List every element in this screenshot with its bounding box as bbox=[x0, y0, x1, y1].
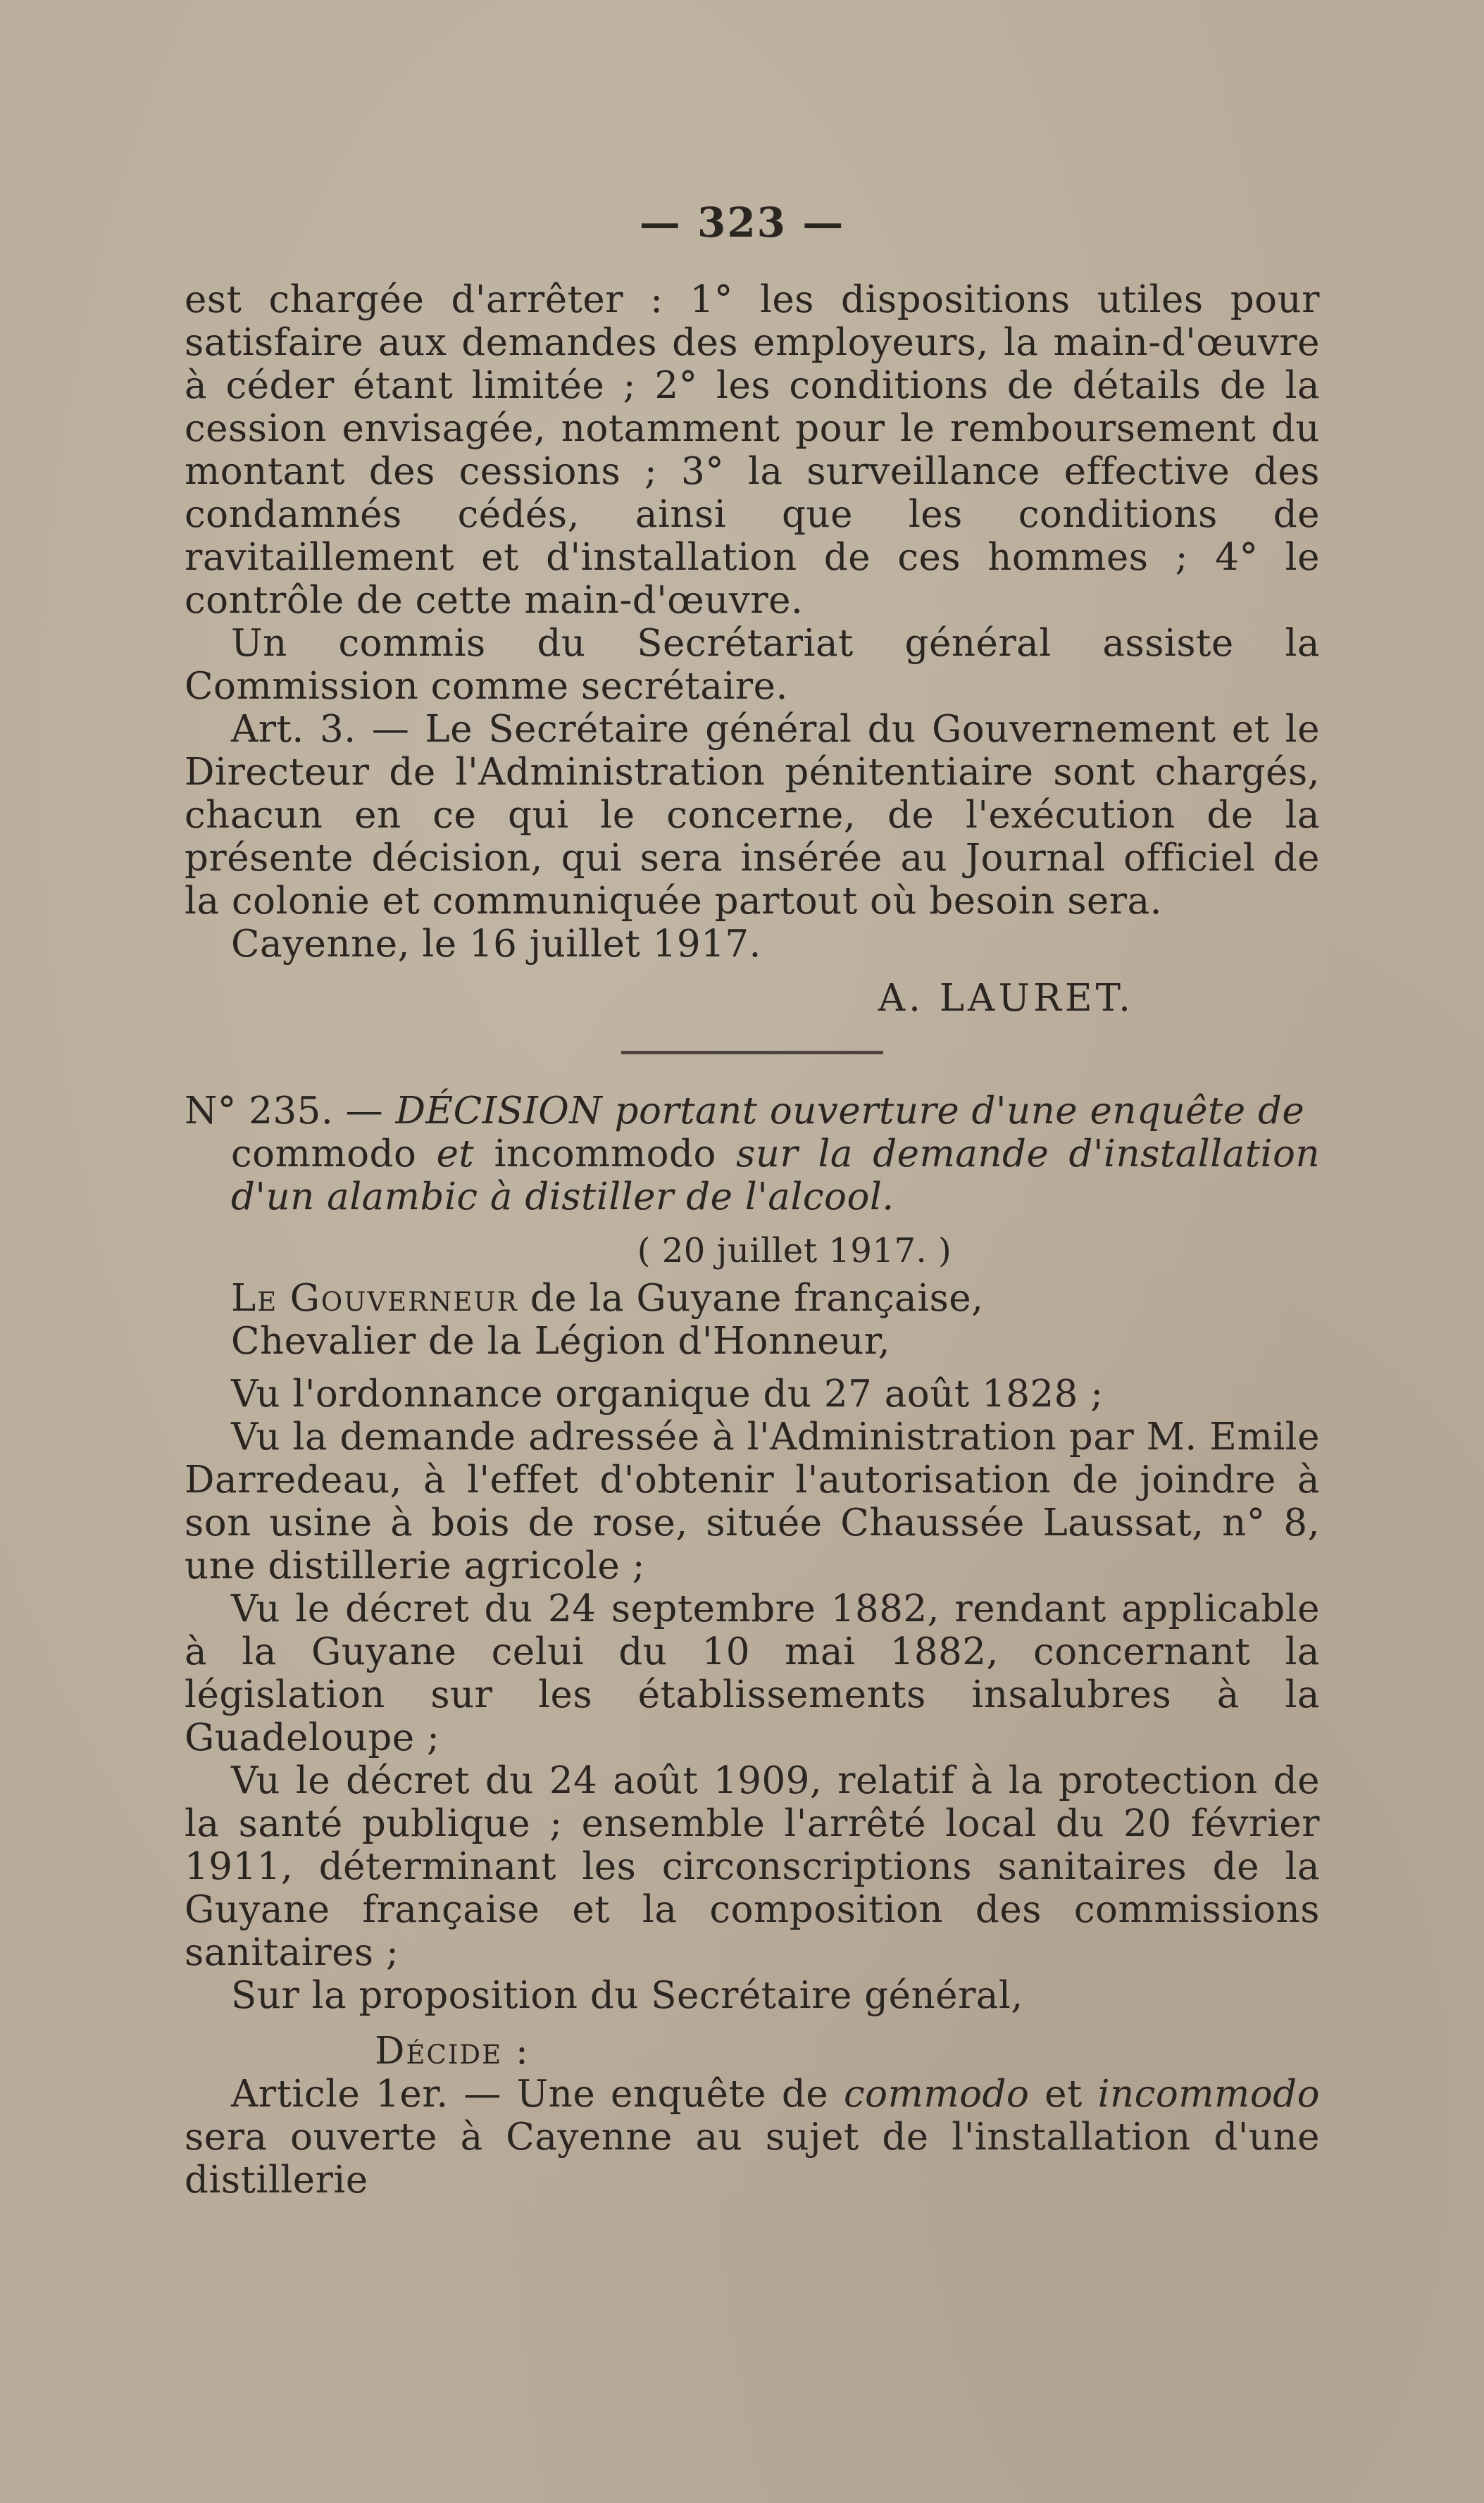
vu-demande: Vu la demande adressée à l'Administration par M. Emile Darredeau, à l'effet d'obtenir l'autorisation de joindre à son usine à bois de rose, située Chaussée Laussat, n° 8, une distillerie agricole ; bbox=[185, 1416, 1320, 1587]
decision-title: DÉCISION portant ouverture d'une enquête de bbox=[395, 1090, 1305, 1132]
vu-ordonnance: Vu l'ordonnance organique du 27 août 1828 ; bbox=[231, 1373, 1104, 1416]
section-divider bbox=[621, 1051, 883, 1054]
decision-number: N° 235. — bbox=[185, 1090, 384, 1132]
article-1-prefix: Article 1er. — Une enquête de bbox=[231, 2073, 844, 2116]
article-1-commodo: commodo bbox=[844, 2073, 1030, 2116]
governor-title: Gouverneur bbox=[289, 1277, 518, 1320]
decision-title-commodo: commodo bbox=[231, 1132, 417, 1175]
article-1-incommodo: incommodo bbox=[1097, 2073, 1321, 2116]
governor-suffix: de la Guyane française, bbox=[518, 1277, 984, 1320]
decision-title-continued bbox=[185, 1132, 1320, 1218]
vu-decret-1909: Vu le décret du 24 août 1909, relatif à la protection de la santé publique ; ensemble l'arrêté local du 20 février 1911, déterminant les circonscriptions sanitaires de la Guyane française et la composition des commissions sanitaires ; bbox=[185, 1759, 1320, 1974]
page-number: — 323 — bbox=[639, 199, 845, 246]
governor-prefix: Le bbox=[231, 1277, 278, 1320]
signature: A. LAURET. bbox=[878, 977, 1134, 1020]
article-1-et: et bbox=[1029, 2073, 1098, 2116]
spacer bbox=[185, 1363, 1320, 1373]
article-1-rest: sera ouverte à Cayenne au sujet de l'installation d'une distillerie bbox=[185, 2116, 1320, 2202]
sur-proposition: Sur la proposition du Secrétaire général, bbox=[231, 1974, 1023, 2017]
decision-title-incommodo: incommodo bbox=[494, 1132, 716, 1175]
decision-date: ( 20 juillet 1917. ) bbox=[637, 1231, 952, 1271]
decision-title-rest: sur la demande d'installation d'un alambic à distiller de l'alcool. bbox=[231, 1132, 1320, 1218]
governor-line bbox=[185, 1277, 1320, 1320]
decision-heading bbox=[185, 1090, 1320, 1218]
place-date: Cayenne, le 16 juillet 1917. bbox=[231, 923, 761, 966]
page-body bbox=[185, 278, 1320, 2202]
chevalier-line: Chevalier de la Légion d'Honneur, bbox=[231, 1320, 891, 1363]
continuation-paragraph-2: Un commis du Secrétariat général assiste la Commission comme secrétaire. bbox=[185, 622, 1320, 708]
decision-title-et: et bbox=[416, 1132, 494, 1175]
continuation-paragraph-1: est chargée d'arrêter : 1° les dispositions utiles pour satisfaire aux demandes des employeurs, la main-d'œuvre à céder étant limitée ; 2° les conditions de détails de la cession envisagée, notamment pour le remboursement du montant des cessions ; 3° la surveillance effective des condamnés cédés, ainsi que les conditions de ravitaillement et d'installation de ces hommes ; 4° le contrôle de cette main-d'œuvre. bbox=[185, 278, 1320, 622]
article-3-paragraph: Art. 3. — Le Secrétaire général du Gouvernement et le Directeur de l'Administration pénitentiaire sont chargés, chacun en ce qui le concerne, de l'exécution de la présente décision, qui sera insérée au Journal officiel de la colonie et communiquée partout où besoin sera. bbox=[185, 708, 1320, 923]
vu-decret-1882: Vu le décret du 24 septembre 1882, rendant applicable à la Guyane celui du 10 mai 1882, concernant la législation sur les établissements insalubres à la Guadeloupe ; bbox=[185, 1587, 1320, 1759]
article-1-paragraph bbox=[185, 2073, 1320, 2202]
decide-heading: Décide : bbox=[375, 2030, 530, 2073]
